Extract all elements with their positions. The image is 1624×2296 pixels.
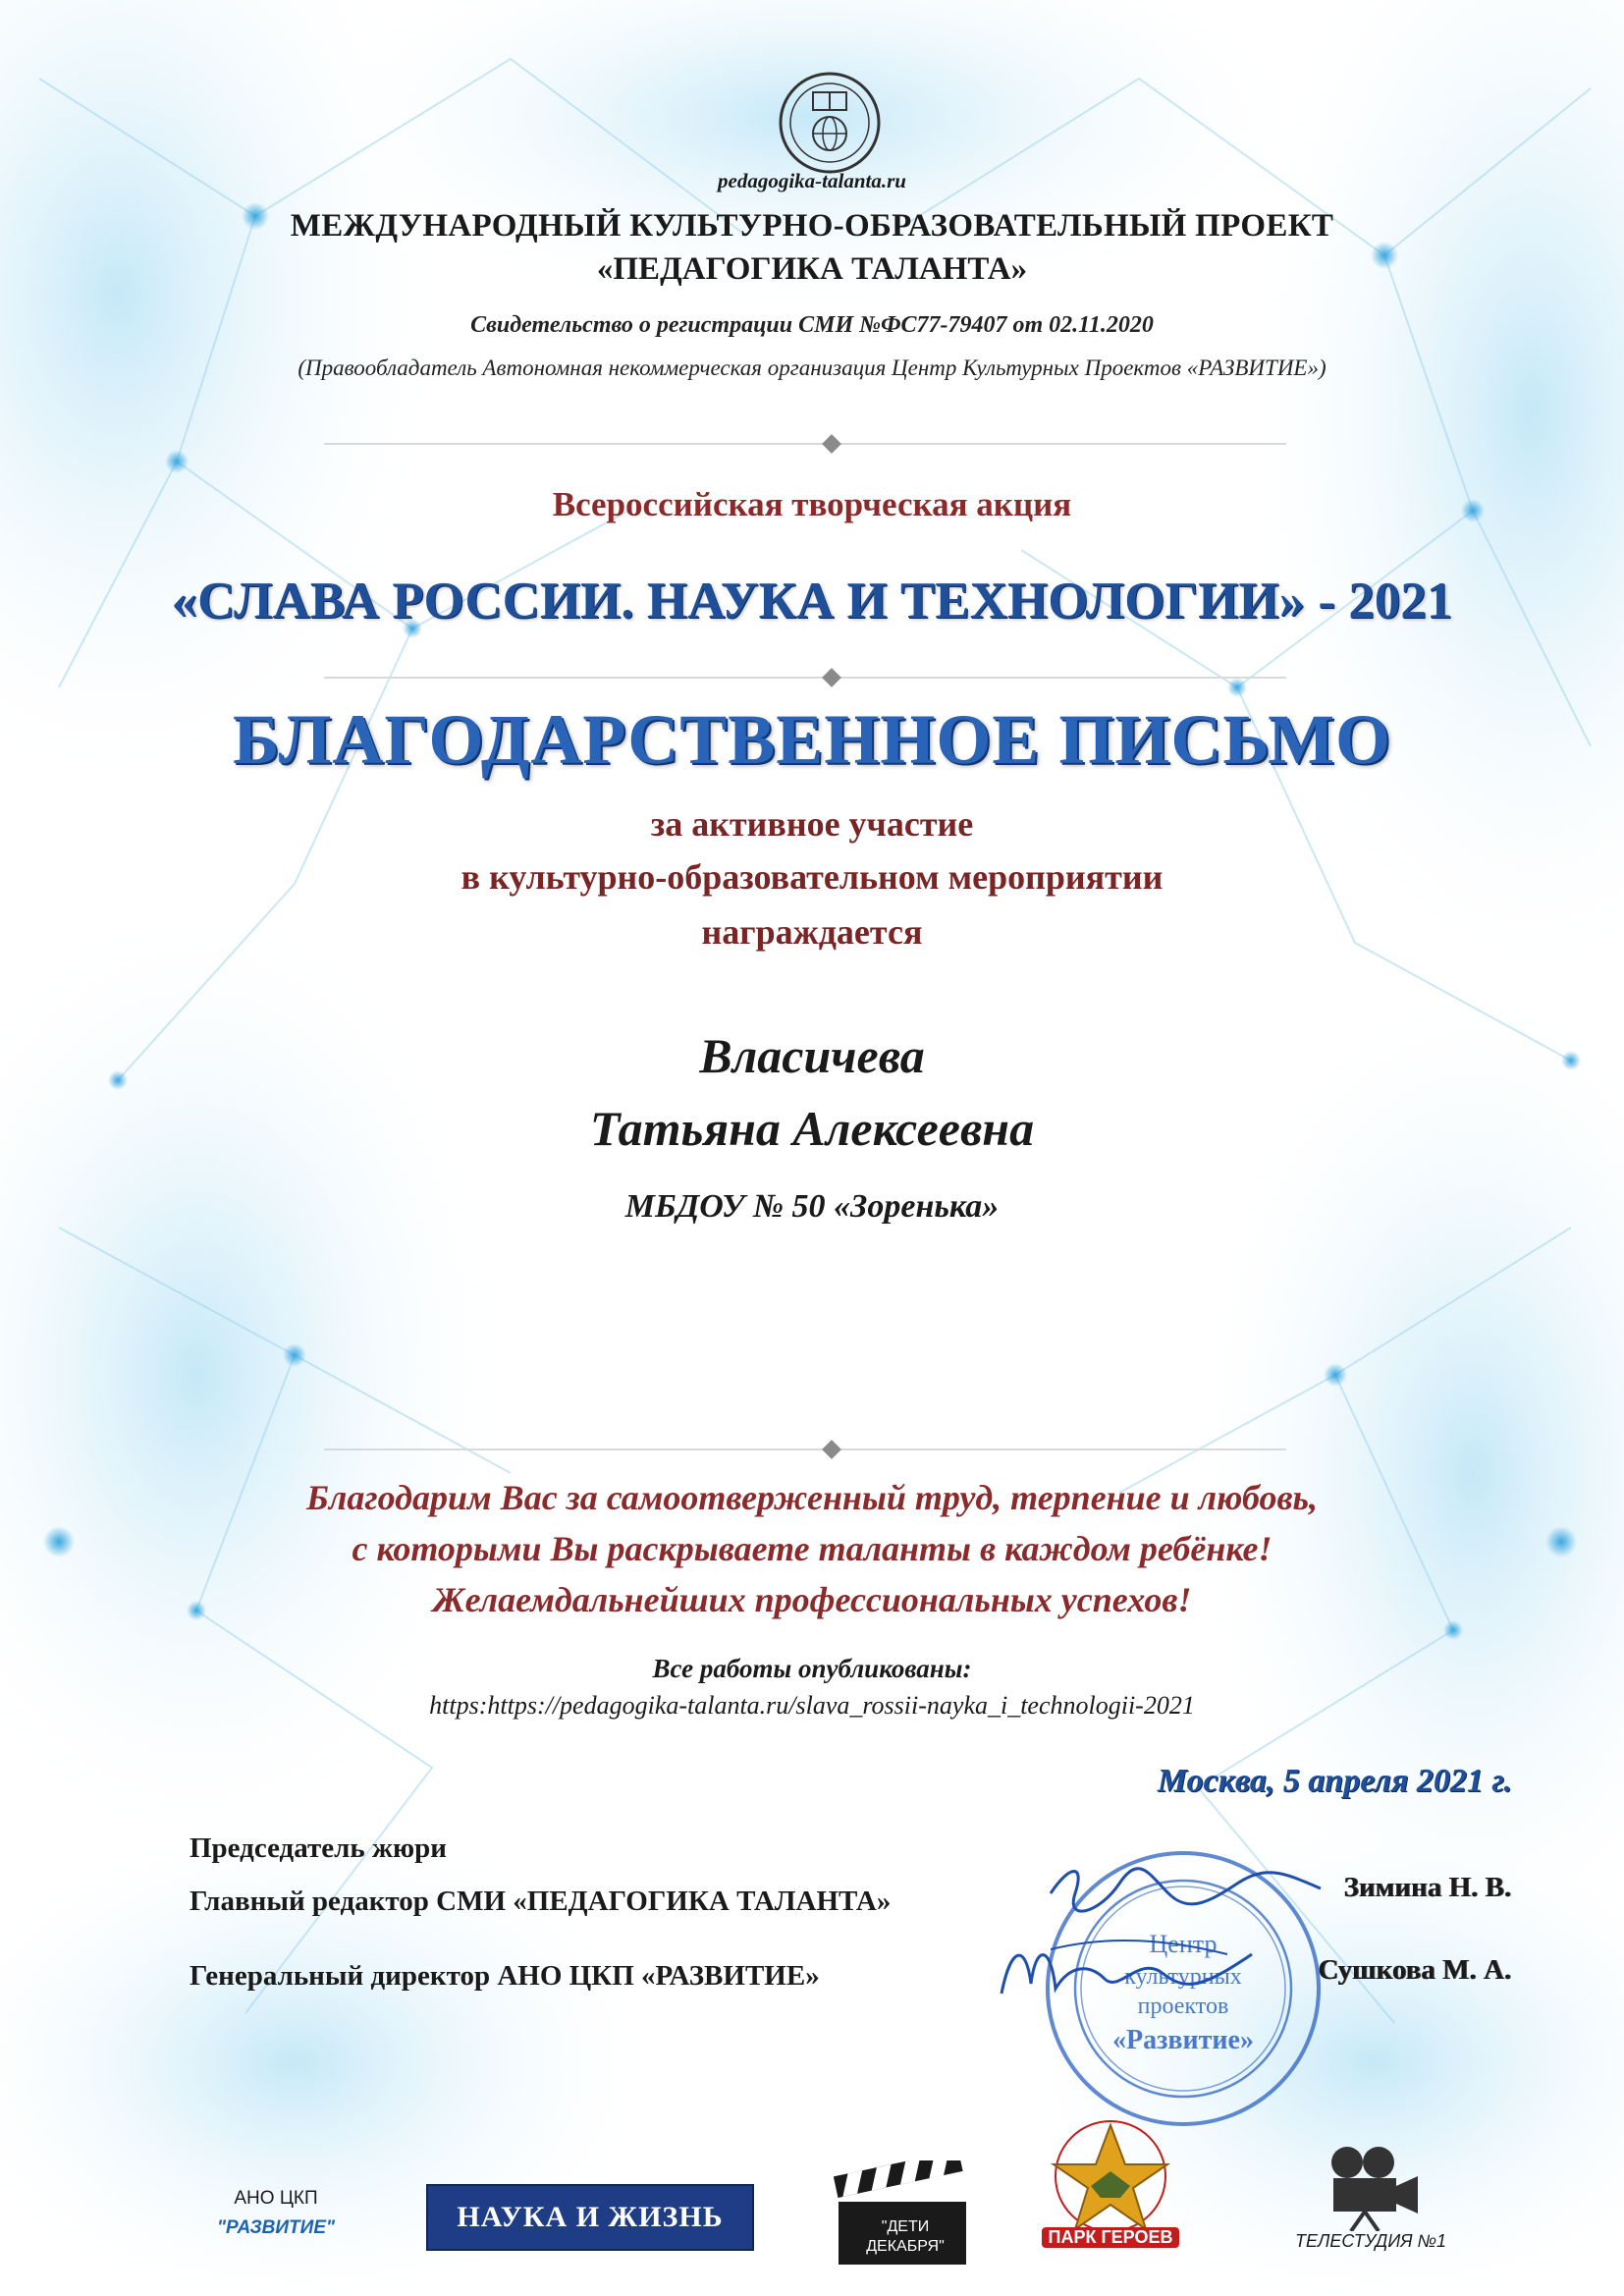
film-camera-icon [1263,2137,1479,2231]
recipient-organization: МБДОУ № 50 «Зоренька» [624,1188,1000,1225]
divider-top [324,443,1286,445]
deti-dekabrya-logo [827,2160,974,2269]
star-icon [1037,2117,1184,2245]
divider-bottom [324,1449,1286,1450]
telestudiya-logo [1263,2137,1479,2265]
award-reason-line2: в культурно-образовательном мероприятии [460,857,1164,897]
chief-editor-role: Главный редактор СМИ «ПЕДАГОГИКА ТАЛАНТА» [189,1886,892,1917]
park-logo-text: ПАРК ГЕРОЕВ [1042,2227,1179,2248]
award-reason-line3: награждается [701,912,923,952]
registration-certificate: Свидетельство о регистрации СМИ №ФС77-79407 от 02.11.2020 [470,312,1154,338]
deti-logo-line2: ДЕКАБРЯ" [866,2238,945,2255]
divider-diamond-middle [822,668,841,687]
site-url: pedagogika-talanta.ru [718,169,906,192]
general-director-role: Генеральный директор АНО ЦКП «РАЗВИТИЕ» [189,1960,820,1992]
ano-razvitie-logo [202,2178,350,2257]
recipient-given-names: Татьяна Алексеевна [589,1101,1035,1156]
project-title-line1: МЕЖДУНАРОДНЫЙ КУЛЬТУРНО-ОБРАЗОВАТЕЛЬНЫЙ ПРОЕКТ [290,208,1334,244]
stamp-line2: культурных [1124,1964,1242,1990]
deti-logo-line1: "ДЕТИ [881,2218,930,2235]
pedagogika-talanta-logo [776,69,884,177]
general-director-name: Сушкова М. А. [1318,1954,1511,1986]
recipient-surname: Власичева [699,1028,925,1083]
chief-editor-name: Зимина Н. В. [1343,1872,1511,1903]
gratitude-line1: Благодарим Вас за самоотверженный труд, терпение и любовь, [305,1478,1318,1517]
gratitude-line3: Желаемдальнейших профессиональных успехов! [432,1580,1192,1619]
rights-holder: (Правообладатель Автономная некоммерческая организация Центр Культурных Проектов «РАЗВИТИЕ») [298,355,1326,380]
project-title-line2: «ПЕДАГОГИКА ТАЛАНТА» [596,251,1028,287]
stamp-line3: проектов [1137,1994,1229,2019]
nauka-i-zhizn-logo [426,2184,754,2251]
event-type: Всероссийская творческая акция [552,485,1072,523]
deti-logo-text [846,2217,964,2257]
letter-title: БЛАГОДАРСТВЕННОЕ ПИСЬМО [232,700,1392,779]
publication-label: Все работы опубликованы: [652,1654,972,1683]
signature-general-director [992,1925,1257,2013]
ano-logo-line1: АНО ЦКП [234,2188,318,2209]
divider-diamond-top [822,434,841,454]
ano-logo-line2: "РАЗВИТИЕ" [216,2217,336,2238]
award-reason-line1: за активное участие [650,804,974,844]
stamp-line1: Центр [1149,1930,1218,1958]
tele-logo-text: ТЕЛЕСТУДИЯ №1 [1295,2231,1446,2251]
nauka-logo-text: НАУКА И ЖИЗНЬ [457,2201,724,2233]
divider-diamond-bottom [822,1440,841,1459]
gratitude-line2: с которыми Вы раскрываете таланты в каждом ребёнке! [352,1529,1272,1568]
publication-url: https:https://pedagogika-talanta.ru/slava_rossii-nayka_i_technologii-2021 [429,1691,1195,1720]
signature-chief-editor [1041,1854,1326,1923]
park-geroev-logo [1037,2117,1184,2265]
event-name: «СЛАВА РОССИИ. НАУКА И ТЕХНОЛОГИИ» - 2021 [171,573,1453,629]
stamp-line4: «Развитие» [1112,2025,1254,2055]
place-and-date: Москва, 5 апреля 2021 г. [1157,1763,1512,1799]
divider-middle [324,677,1286,679]
jury-chair-role: Председатель жюри [189,1832,447,1864]
